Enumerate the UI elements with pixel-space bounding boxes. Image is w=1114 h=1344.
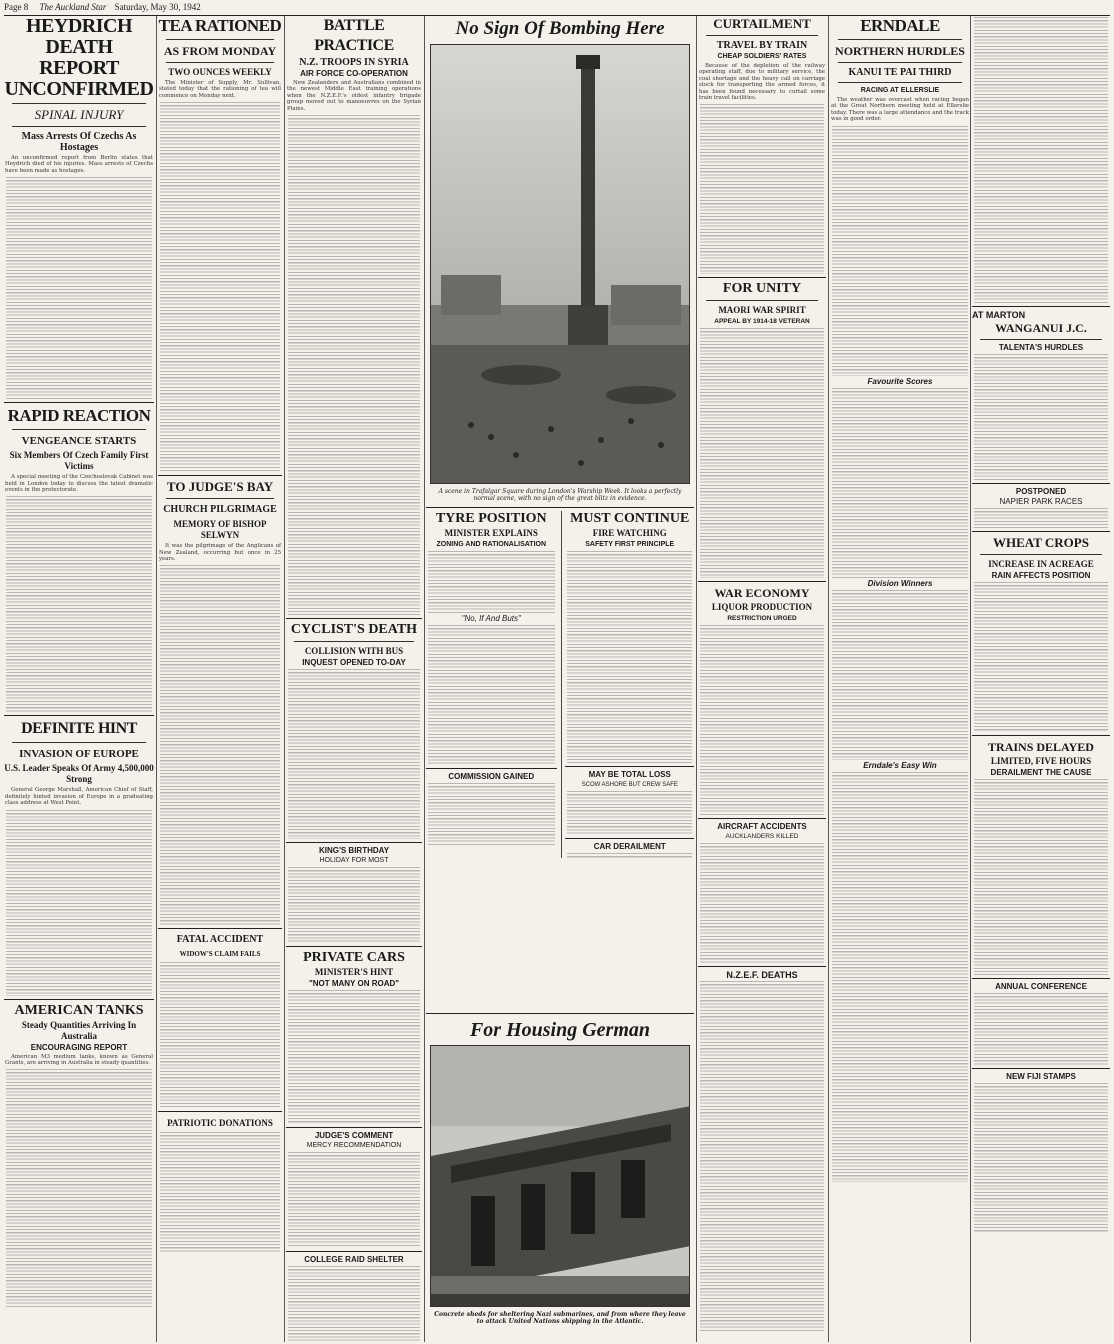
article-text bbox=[6, 1069, 152, 1309]
article-text bbox=[832, 388, 968, 578]
headline: MUST CONTINUE bbox=[570, 511, 690, 526]
column-3 bbox=[286, 16, 422, 1342]
deck: Steady Quantities Arriving In Australia bbox=[21, 1019, 137, 1041]
column-1 bbox=[4, 16, 154, 1342]
deck: TALENTA'S HURDLES bbox=[998, 343, 1084, 352]
article-text bbox=[428, 625, 555, 765]
section-subhead: Favourite Scores bbox=[867, 376, 933, 386]
column-rule bbox=[424, 16, 425, 1342]
subheadline: INVASION OF EUROPE bbox=[19, 748, 139, 761]
headline: AIRCRAFT ACCIDENTS bbox=[717, 822, 807, 832]
deck: CHEAP SOLDIERS' RATES bbox=[717, 53, 807, 60]
article-text bbox=[567, 791, 692, 835]
article-body: The weather was overcast when racing began at the Great Northern meeting held at Ellerslie today. There was a large attendance and the track was in good order. bbox=[831, 97, 969, 123]
article-text bbox=[567, 853, 692, 858]
headline: TEA RATIONED bbox=[158, 16, 282, 35]
headline: DEFINITE HINT bbox=[21, 720, 137, 738]
deck: AUCKLANDERS KILLED bbox=[725, 833, 799, 841]
article-body: The Minister of Supply, Mr. Sullivan, stated today that the rationing of tea will commence on Monday next. bbox=[159, 80, 281, 99]
deck: NAPIER PARK RACES bbox=[999, 497, 1083, 506]
deck: WIDOW'S CLAIM FAILS bbox=[179, 950, 261, 959]
headline: NEW FIJI STAMPS bbox=[1006, 1072, 1076, 1081]
article-text bbox=[428, 551, 555, 613]
article-text bbox=[160, 962, 280, 1108]
headline: POSTPONED bbox=[1015, 487, 1067, 496]
headline: WHEAT CROPS bbox=[993, 535, 1089, 550]
column-6 bbox=[830, 16, 970, 1342]
subheadline: TRAVEL BY TRAIN bbox=[716, 40, 808, 51]
photo-caption: A scene in Trafalgar Square during London's Warship Week. It looks a perfectly normal scene, with no sign of the great blitz in evidence. bbox=[438, 488, 682, 502]
article-text bbox=[6, 496, 152, 712]
article-body: American M3 medium tanks, known as General Grants, are arriving in Australia in steady quantities. bbox=[5, 1053, 153, 1067]
kicker: ENCOURAGING REPORT bbox=[30, 1042, 128, 1052]
kicker: RACING AT ELLERSLIE bbox=[860, 87, 940, 94]
subheadline: NORTHERN HURDLES bbox=[835, 44, 965, 58]
section-subhead: Erndale's Easy Win bbox=[863, 760, 937, 770]
headline: TYRE POSITION bbox=[435, 511, 547, 526]
headline: HEYDRICH DEATH REPORT UNCONFIRMED bbox=[4, 16, 154, 100]
headline: ERNDALE bbox=[860, 16, 940, 35]
article-body: General George Marshall, American Chief of Staff, definitely hinted invasion of Europe in a graduating class address at West Point. bbox=[5, 787, 153, 807]
deck: SAFETY FIRST PRINCIPLE bbox=[585, 541, 675, 548]
headline: AT MARTON bbox=[972, 310, 1026, 320]
subheadline: INCREASE IN ACREAGE bbox=[988, 559, 1094, 569]
headline: AMERICAN TANKS bbox=[14, 1002, 144, 1018]
article-text bbox=[288, 115, 420, 615]
article-text bbox=[288, 1152, 420, 1248]
photo-headline: For Housing German bbox=[469, 1019, 651, 1041]
headline: CURTAILMENT bbox=[713, 16, 811, 31]
article-text bbox=[700, 104, 824, 274]
headline: FATAL ACCIDENT bbox=[176, 934, 264, 946]
article-text bbox=[700, 981, 824, 1331]
article-text bbox=[974, 582, 1108, 732]
race-results bbox=[974, 17, 1108, 303]
subheadline: CHURCH PILGRIMAGE bbox=[163, 504, 277, 516]
article-text bbox=[567, 551, 692, 763]
headline: TO JUDGE'S BAY bbox=[166, 479, 274, 495]
deck: HOLIDAY FOR MOST bbox=[319, 857, 389, 865]
deck: KANUI TE PAI THIRD bbox=[848, 67, 952, 78]
article-text bbox=[160, 565, 280, 925]
article-body: An unconfirmed report from Berlin states that Heydrich died of his injuries. Mass arrests of Czechs have been made as hostages. bbox=[5, 155, 153, 174]
photo-headline: No Sign Of Bombing Here bbox=[455, 18, 665, 39]
article-text bbox=[700, 843, 824, 963]
trafalgar-square-photo bbox=[430, 44, 690, 484]
column-rule bbox=[156, 16, 157, 1342]
column-rule bbox=[970, 16, 971, 1342]
deck: APPEAL BY 1914-18 VETERAN bbox=[714, 318, 810, 326]
article-text bbox=[832, 590, 968, 760]
headline: CYCLIST'S DEATH bbox=[290, 622, 418, 638]
subheadline: WANGANUI J.C. bbox=[995, 321, 1087, 335]
article-text bbox=[288, 990, 420, 1124]
column-rule bbox=[696, 16, 697, 1342]
paper-name: The Auckland Star bbox=[39, 2, 107, 12]
article-text bbox=[160, 102, 280, 472]
subheadline: N.Z. TROOPS IN SYRIA bbox=[299, 57, 409, 68]
masthead bbox=[4, 2, 1110, 16]
article-text bbox=[288, 1266, 420, 1342]
column-4 bbox=[426, 16, 694, 858]
headline: TRAINS DELAYED bbox=[988, 740, 1094, 754]
deck: RESTRICTION URGED bbox=[727, 615, 797, 623]
submarine-shed-photo bbox=[430, 1045, 690, 1307]
article-text bbox=[160, 1132, 280, 1252]
article-text bbox=[700, 328, 824, 578]
article-text bbox=[700, 625, 824, 815]
deck: AIR FORCE CO-OPERATION bbox=[300, 69, 408, 78]
headline: PATRIOTIC DONATIONS bbox=[167, 1118, 273, 1129]
headline: ANNUAL CONFERENCE bbox=[995, 982, 1087, 991]
headline: COMMISSION GAINED bbox=[448, 772, 535, 781]
article-text bbox=[974, 1083, 1108, 1233]
headline: N.Z.E.F. DEATHS bbox=[726, 970, 798, 981]
deck: ZONING AND RATIONALISATION bbox=[436, 541, 547, 548]
tyre-story bbox=[426, 511, 557, 858]
article-text bbox=[832, 772, 968, 1182]
deck: Six Members Of Czech Family First Victims bbox=[9, 450, 149, 472]
page-number: Page 8 bbox=[4, 2, 29, 12]
deck: SCOW ASHORE BUT CREW SAFE bbox=[581, 782, 678, 788]
headline: RAPID REACTION bbox=[7, 406, 151, 426]
photo-caption: Concrete sheds for sheltering Nazi submarines, and from where they leave to attack United Nations shipping in the Atlantic. bbox=[434, 1311, 686, 1325]
subheadline: FIRE WATCHING bbox=[592, 528, 667, 538]
column-rule bbox=[284, 16, 285, 1342]
article-body: Because of the depletion of the railway operating staff, due to military service, the coal shortage and the heavy call on carriage stock for transporting the armed forces, it has been found necessary to curtail some train travel facilities. bbox=[699, 63, 825, 102]
subheadline: LIQUOR PRODUCTION bbox=[711, 602, 813, 613]
article-text bbox=[288, 669, 420, 839]
column-rule bbox=[828, 16, 829, 1342]
article-text bbox=[832, 126, 968, 376]
article-text bbox=[428, 783, 555, 847]
deck: MEMORY OF BISHOP SELWYN bbox=[173, 519, 267, 541]
deck: "NOT MANY ON ROAD" bbox=[308, 979, 400, 989]
submarine-shed-image bbox=[431, 1046, 690, 1307]
kicker: "No, If And Buts" bbox=[461, 614, 521, 623]
article-text bbox=[974, 779, 1108, 975]
article-body: It was the pilgrimage of the Anglicans of New Zealand, occurring but once in 25 years. bbox=[159, 543, 281, 563]
article-text bbox=[288, 867, 420, 943]
deck: TWO OUNCES WEEKLY bbox=[168, 67, 272, 77]
subheadline: AS FROM MONDAY bbox=[163, 44, 277, 58]
headline: BATTLE PRACTICE bbox=[314, 17, 394, 54]
subheadline: COLLISION WITH BUS bbox=[304, 646, 404, 657]
subheadline: VENGEANCE STARTS bbox=[21, 435, 137, 448]
subheadline: SPINAL INJURY bbox=[34, 107, 124, 122]
fire-watching-story bbox=[565, 511, 694, 858]
column-5 bbox=[698, 16, 826, 1342]
subheadline: MINISTER EXPLAINS bbox=[444, 528, 538, 538]
headline: FOR UNITY bbox=[722, 281, 802, 297]
headline: WAR ECONOMY bbox=[714, 586, 810, 601]
issue-date: Saturday, May 30, 1942 bbox=[114, 2, 201, 12]
deck: RAIN AFFECTS POSITION bbox=[991, 571, 1091, 580]
headline: JUDGE'S COMMENT bbox=[314, 1131, 394, 1141]
article-text bbox=[974, 354, 1108, 480]
subheadline: MAORI WAR SPIRIT bbox=[718, 305, 806, 316]
headline: KING'S BIRTHDAY bbox=[318, 846, 390, 856]
article-body: A special meeting of the Czechoslovak Cabinet was held in London today to discuss the latest dramatic events in the protectorate. bbox=[5, 474, 153, 494]
headline: CAR DERAILMENT bbox=[593, 842, 666, 851]
trafalgar-square-image bbox=[431, 45, 690, 484]
subheadline: MINISTER'S HINT bbox=[314, 967, 394, 978]
article-text bbox=[974, 508, 1108, 528]
article-text bbox=[6, 177, 152, 399]
section-subhead: Division Winners bbox=[867, 578, 933, 588]
headline: MAY BE TOTAL LOSS bbox=[588, 770, 671, 779]
headline: PRIVATE CARS bbox=[303, 950, 405, 966]
column-2 bbox=[158, 16, 282, 1342]
deck: INQUEST OPENED TO-DAY bbox=[302, 658, 406, 668]
deck: Mass Arrests Of Czechs As Hostages bbox=[21, 131, 137, 153]
article-body: New Zealanders and Australians combined in the newest Middle East training operations when the N.Z.E.F.'s oldest infantry brigade group moved out to manoeuvres on the Syrian Plains. bbox=[287, 80, 421, 112]
article-text bbox=[6, 810, 152, 996]
article-text bbox=[974, 993, 1108, 1065]
submarine-feature bbox=[426, 1010, 694, 1342]
subheadline: LIMITED, FIVE HOURS bbox=[990, 756, 1092, 766]
deck: DERAILMENT THE CAUSE bbox=[990, 768, 1092, 777]
column-7 bbox=[972, 16, 1110, 1342]
deck: U.S. Leader Speaks Of Army 4,500,000 Strong bbox=[4, 763, 154, 785]
deck: MERCY RECOMMENDATION bbox=[306, 1142, 402, 1150]
headline: COLLEGE RAID SHELTER bbox=[304, 1255, 404, 1265]
